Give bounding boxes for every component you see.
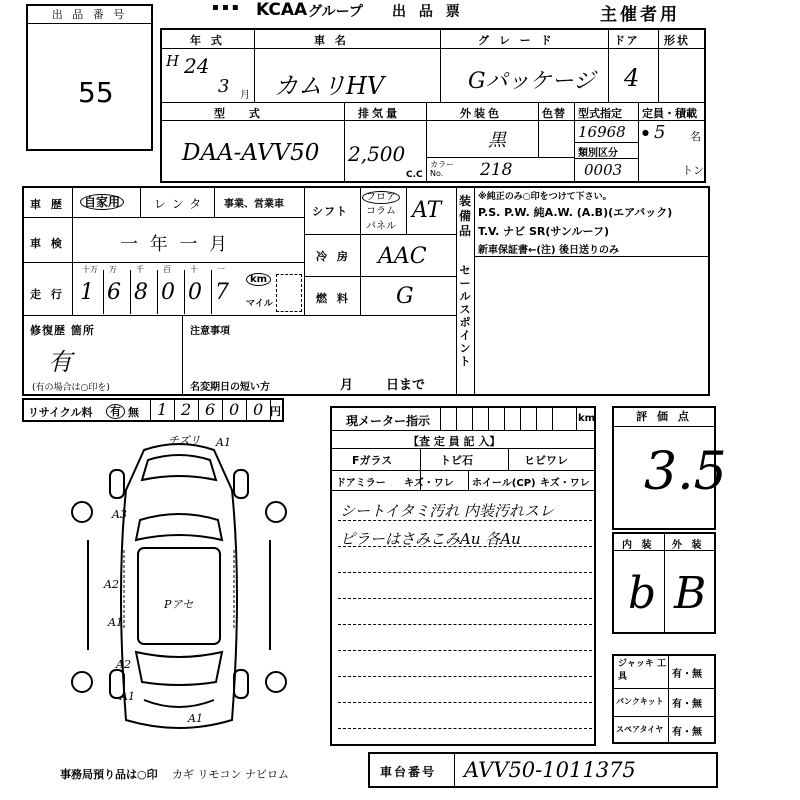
mileage-unit-1: 万 bbox=[109, 265, 117, 274]
tool-label-2: スペアタイヤ bbox=[616, 725, 664, 734]
color-change-label: 色替 bbox=[542, 107, 566, 120]
cc-unit: C.C bbox=[406, 170, 423, 180]
tools-box bbox=[612, 654, 716, 744]
year-value: 24 bbox=[184, 54, 210, 78]
wheel-value: キズ・ワレ bbox=[540, 478, 590, 489]
inspection-value: 一 年 一 月 bbox=[120, 234, 231, 255]
recycle-digit-3: 0 bbox=[229, 400, 240, 419]
mileage-digit-4: 0 bbox=[188, 280, 202, 305]
inspector-box bbox=[330, 406, 596, 746]
model-value: DAA-AVV50 bbox=[182, 140, 320, 166]
doors-value: 4 bbox=[624, 64, 640, 92]
mileage-digit-3: 0 bbox=[161, 280, 175, 305]
equipment-line1: P.S. P.W. 純A.W. (A.B)(エアバック) bbox=[478, 206, 673, 219]
header-dots: ▪ ▪ ▪ bbox=[212, 2, 239, 13]
color-code-label: カラーNo. bbox=[430, 160, 454, 178]
diagram-label-a2-left: A2 bbox=[104, 578, 119, 591]
recycle-has: 有 bbox=[106, 404, 125, 419]
equipment-line2: T.V. ナビ SR(サンルーフ) bbox=[478, 225, 610, 238]
diagram-label-a1-bottom: A1 bbox=[120, 690, 135, 703]
repair-label: 修復歴 箇所 bbox=[30, 324, 95, 337]
ton-unit: トン bbox=[682, 164, 704, 177]
diagram-label-a1-left: A1 bbox=[108, 616, 123, 629]
repair-note: (有の場合は○印を) bbox=[32, 383, 110, 393]
year-label: 年 式 bbox=[190, 34, 225, 47]
diagram-label-a2-bottom: A2 bbox=[116, 658, 131, 671]
notes-short-label: 名変期日の短い方 bbox=[190, 382, 270, 393]
form-title: 出 品 票 bbox=[392, 4, 464, 20]
chassis-label: 車台番号 bbox=[380, 765, 437, 779]
grade-label: グ レ ー ド bbox=[478, 34, 555, 47]
grade-value: Gパッケージ bbox=[468, 69, 596, 94]
interior-value: b bbox=[628, 568, 657, 619]
inspector-comment-1: シートイタミ汚れ 内装汚れスレ bbox=[340, 502, 555, 520]
inspector-header: 【査 定 員 記 入】 bbox=[408, 435, 501, 448]
interior-label: 内 装 bbox=[622, 540, 655, 551]
sales-point-label: セールスポイント bbox=[459, 264, 471, 368]
glass-label: Fガラス bbox=[352, 454, 393, 467]
notes-month-unit: 月 bbox=[340, 378, 354, 393]
capacity-label: 定員・積載 bbox=[642, 107, 697, 120]
shift-column: コラム bbox=[366, 206, 396, 217]
inspector-comment-2: ピラーはさみこみAu 各Au bbox=[340, 530, 521, 548]
car-diagram bbox=[64, 430, 294, 760]
year-era: H bbox=[166, 52, 180, 70]
mileage-km: km bbox=[246, 273, 271, 286]
name-label: 車 名 bbox=[314, 34, 349, 47]
type-spec-label: 型式指定 bbox=[578, 107, 622, 120]
score-value: 3.5 bbox=[644, 442, 727, 502]
month-unit: 月 bbox=[240, 90, 250, 101]
interior-exterior-box bbox=[612, 532, 716, 634]
score-label: 評 価 点 bbox=[614, 408, 714, 427]
mileage-mile: マイル bbox=[246, 299, 273, 309]
recycle-none: 無 bbox=[128, 406, 139, 419]
equipment-note: ※純正のみ○印をつけて下さい。 bbox=[478, 192, 612, 202]
recycle-digit-4: 0 bbox=[253, 400, 264, 419]
score-box bbox=[612, 406, 727, 530]
model-label: 型 式 bbox=[214, 107, 270, 120]
shift-value: AT bbox=[412, 198, 442, 223]
kcaa-logo: KCAA bbox=[256, 0, 308, 20]
exterior-color-value: 黒 bbox=[488, 130, 506, 151]
meter-label: 現メーター指示 bbox=[346, 414, 431, 428]
doors-label: ドア bbox=[614, 34, 640, 47]
mirror-value: キズ・ワレ bbox=[404, 478, 454, 489]
class-value: 0003 bbox=[584, 161, 623, 179]
wheel-label: ホイール(CP) bbox=[472, 478, 536, 489]
office-note: 事務局預り品は○印 bbox=[60, 768, 158, 781]
vehicle-name: カムリHV bbox=[274, 72, 385, 100]
color-code-value: 218 bbox=[480, 160, 513, 180]
ac-value: AAC bbox=[378, 244, 427, 269]
history-label: 車 歴 bbox=[30, 198, 65, 211]
notes-day-unit: 日まで bbox=[386, 378, 426, 393]
capacity-unit: 名 bbox=[690, 130, 701, 143]
exterior-value: B bbox=[674, 568, 707, 619]
lot-box bbox=[26, 4, 153, 151]
diagram-label-a1-top: A1 bbox=[216, 436, 231, 449]
ac-label: 冷 房 bbox=[316, 250, 351, 263]
capacity-value: 5 bbox=[654, 122, 666, 143]
history-private: 自家用 bbox=[80, 194, 124, 210]
lot-label: 出 品 番 号 bbox=[28, 6, 151, 24]
class-label: 類別区分 bbox=[578, 148, 618, 159]
meter-km: km bbox=[578, 413, 596, 424]
history-business: 事業、営業車 bbox=[224, 199, 284, 210]
shape-label: 形状 bbox=[664, 34, 690, 47]
shift-panel: パネル bbox=[366, 221, 396, 232]
notes-label: 注意事項 bbox=[190, 326, 230, 337]
tool-value-1: 有・無 bbox=[672, 699, 702, 710]
recycle-digit-0: 1 bbox=[157, 400, 168, 419]
fuel-value: G bbox=[396, 284, 414, 309]
tool-label-0: ジャッキ 工具 bbox=[618, 659, 666, 682]
chassis-box bbox=[368, 752, 718, 788]
office-items: カギ リモコン ナビロム bbox=[172, 768, 289, 781]
host-label: 主催者用 bbox=[600, 5, 680, 25]
mileage-label: 走 行 bbox=[30, 288, 65, 301]
type-spec-value: 16968 bbox=[578, 123, 626, 141]
mileage-digit-5: 7 bbox=[215, 280, 229, 305]
history-rental: レンタ bbox=[154, 197, 208, 211]
diagram-label-a1-rear: A1 bbox=[188, 712, 203, 725]
displacement-value: 2,500 bbox=[348, 142, 406, 166]
mirror-label: ドアミラー bbox=[336, 478, 386, 489]
tool-value-0: 有・無 bbox=[672, 669, 702, 680]
vehicle-grid: 年 式 車 名 グ レ ー ド ドア 形状 H 24 3 月 カムリHV Gパッケージ 4 型 式 排気量 外装色 色替 型式指定 定員・積載 DAA-AVV50 2,500 C.C 黒 カラーNo. 218 16968 類別区分 0003 ● 5 名 トン bbox=[160, 28, 706, 183]
diagram-label-p-ase: Pアセ bbox=[164, 598, 194, 611]
diagram-label-a3: A3 bbox=[112, 508, 127, 521]
tool-value-2: 有・無 bbox=[672, 727, 702, 738]
mileage-mile-box bbox=[276, 274, 302, 312]
recycle-unit: 円 bbox=[270, 405, 281, 418]
mileage-unit-0: 十万 bbox=[82, 265, 98, 274]
fuel-label: 燃 料 bbox=[316, 292, 351, 305]
mileage-digit-2: 8 bbox=[134, 280, 148, 305]
recycle-digit-1: 2 bbox=[181, 400, 192, 419]
stone-label: トビ石 bbox=[440, 454, 473, 467]
equipment-side-label: 装備品 bbox=[458, 194, 471, 238]
mileage-unit-4: 十 bbox=[190, 265, 198, 274]
mileage-digit-0: 1 bbox=[80, 280, 94, 305]
recycle-digit-2: 6 bbox=[205, 400, 216, 419]
crack-label: ヒビワレ bbox=[524, 454, 568, 467]
inspection-label: 車 検 bbox=[30, 237, 65, 250]
displacement-label: 排気量 bbox=[358, 107, 400, 120]
chassis-value: AVV50-1011375 bbox=[464, 758, 636, 782]
group-text: グループ bbox=[308, 4, 363, 20]
recycle-box bbox=[22, 398, 284, 422]
mileage-unit-2: 千 bbox=[136, 265, 144, 274]
equipment-line3: 新車保証書←(注) 後日送りのみ bbox=[478, 245, 620, 256]
exterior-label: 外 装 bbox=[672, 540, 705, 551]
mileage-digit-1: 6 bbox=[107, 280, 121, 305]
lot-number: 55 bbox=[78, 76, 114, 109]
tool-label-1: パンクキット bbox=[616, 697, 664, 706]
diagram-label-chizuri: チズリ bbox=[168, 434, 201, 447]
recycle-label: リサイクル料 bbox=[28, 406, 93, 419]
middle-grid bbox=[22, 186, 710, 396]
repair-value: 有 bbox=[48, 348, 72, 376]
shift-label: シフト bbox=[312, 205, 348, 218]
exterior-color-label: 外装色 bbox=[460, 107, 502, 120]
mileage-unit-5: 一 bbox=[217, 265, 225, 274]
month-value: 3 bbox=[218, 76, 230, 97]
mileage-unit-3: 百 bbox=[163, 265, 171, 274]
shift-floor: フロア bbox=[362, 191, 400, 204]
